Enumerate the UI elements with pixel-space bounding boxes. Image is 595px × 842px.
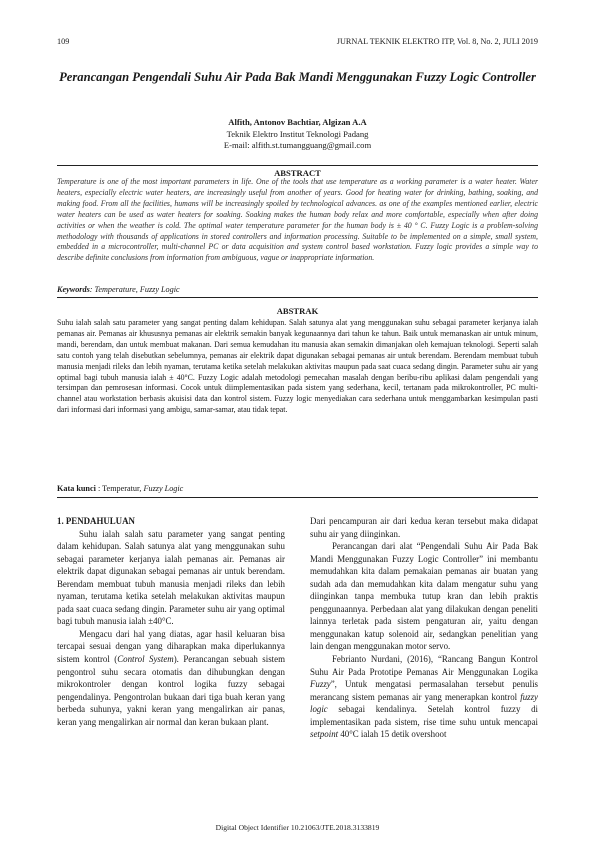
paragraph: Suhu ialah salah satu parameter yang sangat penting dalam kehidupan. Salah satunya alat yang menggunakan suhu sebagai parameter kerjanya ialah pemanas air. Pemanas air elektrik dapat digunakan sebagai pemanas air untuk berendam. Berendam membuat tubuh manusia menjadi rileks dan lebih nyaman, terutama ketika setelah melakukan aktivitas maupun pada saat cuaca sedang dingin. Parameter suhu air yang optimal bagi tubuh manusia ialah ±40°C. bbox=[57, 528, 285, 627]
paragraph-italic: setpoint bbox=[310, 729, 339, 740]
body-column-right bbox=[310, 515, 538, 741]
kata-kunci-line bbox=[57, 484, 183, 493]
paragraph: Dari pencampuran air dari kedua keran tersebut maka didapat suhu air yang diinginkan. bbox=[310, 516, 538, 539]
keywords-line bbox=[57, 285, 180, 294]
kata-kunci-italic: Fuzzy Logic bbox=[143, 484, 184, 493]
paragraph-text: 40°C ialah 15 detik overshoot bbox=[338, 729, 447, 740]
paragraph-text: Febrianto Nurdani, (2016), “Rancang Bangun Kontrol Suhu Air Pada Prototipe Pemanas Air Menggunakan Logika bbox=[310, 654, 538, 677]
paragraph-text: sebagai kendalinya. Setelah kontrol fuzzy di implementasikan pada sistem, rise time suhu untuk mencapai bbox=[310, 704, 538, 727]
journal-name: JURNAL TEKNIK ELEKTRO ITP, Vol. 8, No. 2, JULI 2019 bbox=[336, 37, 538, 46]
divider bbox=[57, 497, 538, 498]
paragraph-text: Mengacu dari hal yang diatas, agar hasil keluaran bisa tercapai sesuai dengan yang diharapkan maka diperlukannya sistem kontrol ( bbox=[57, 628, 285, 665]
abstract-text: Temperature is one of the most important parameters in life. One of the tools that use temperature as a working parameter is a water heater. Water heaters, especially electric water heaters, are increasingly useful from another of years. Good for heating water for drinking, bathing, soaking, and making food. From all the facilities, humans will be increasingly spoiled by technological advances. as one of the examples mentioned earlier, electric water heaters can be used as water heaters for soaking. Soaking makes the human body relax and more comfortable, especially when after doing activities or when the weather is cold. The optimal water temperature parameter for the human body is ± 40 ° C. Fuzzy Logic is a problem-solving methodology with thousands of applications in stored controllers and information processing. Suitable to be implemented on a simple, small system, embedded in a microcontroller, multi-channel PC or data acquisition and system control based workstation. Fuzzy logic provides a simple way to describe definite conclusions from information from ambiguous, vague or inappropriate information. bbox=[57, 177, 538, 263]
paragraph-italic: fuzzy logic bbox=[310, 691, 538, 715]
kata-kunci-label: Kata kunci bbox=[57, 484, 96, 493]
affiliation: Teknik Elektro Institut Teknologi Padang bbox=[226, 129, 369, 139]
keywords-value: : Temperature, Fuzzy Logic bbox=[89, 285, 180, 294]
page-number: 109 bbox=[57, 37, 70, 46]
paragraph-text: ). Perancangan sebuah sistem pengontrol suhu secara otomatis dan dihubungkan dengan mikrokontroler dengan kontrol logika fuzzy sebagai pengendalinya. Pengontrolan bukaan dari tiga buah keran yang berbeda suhunya, yakni keran yang mengalirkan air panas, keran yang mengalirkan air normal dan keran bukaan plant. bbox=[57, 654, 285, 727]
author-email: E-mail: alfith.st.tumangguang@gmail.com bbox=[223, 140, 372, 150]
kata-kunci-value: : Temperatur, bbox=[97, 484, 142, 493]
running-header bbox=[57, 37, 538, 49]
abstrak-text: Suhu ialah salah satu parameter yang sangat penting dalam kehidupan. Salah satunya alat yang menggunakan suhu sebagai parameter kerjanya ialah pemanas air. Pemanas air khususnya pemanas air elektrik semakin banyak kegunaannya dari tahun ke tahun. Baik untuk memanaskan air untuk minum, mandi, berendam, dan untuk membuat makanan. Dari semua kemudahan itu manusia akan semakin dimanjakan oleh kemajuan teknologi. Seperti salah satu contoh yang telah disebutkan sebelumnya, pemanas air elektrik dapat digunakan sebagai pemanas air untuk berendam. Berendam membuat tubuh manusia menjadi rileks dan lebih nyaman, terutama ketika setelah melakukan aktivitas maupun pada saat cuaca sedang dingin. Parameter suhu air yang optimal bagi tubuh manusia ialah ± 40°C. Fuzzy Logic adalah metodologi pemecahan masalah dengan beribu-ribu aplikasi dalam pengendali yang tersimpan dan pemrosesan informasi. Cocok untuk diimplementasikan pada sistem yang sederhana, kecil, tertanam pada mikrokontroller, PC multi-channel atau workstation berbasis akuisisi data dan kontrol sistem. Fuzzy logic menyediakan cara sederhana untuk menggambarkan kesimpulan pasti dari informasi dari informasi yang ambigu, samar-samar, atau tidak tepat. bbox=[57, 318, 538, 415]
paragraph-text: ”, Untuk mengatasi permasalahan tersebut penulis merancang sistem pemanas air yang menerapkan kontrol bbox=[310, 679, 538, 702]
paragraph-italic: Fuzzy bbox=[310, 679, 331, 690]
section-title: 1. PENDAHULUAN bbox=[57, 516, 135, 526]
author-list: Alfith, Antonov Bachtiar, Algizan A.A bbox=[228, 117, 367, 127]
paragraph-italic: Control System bbox=[117, 654, 174, 665]
paragraph bbox=[57, 628, 285, 728]
divider bbox=[57, 297, 538, 298]
paragraph: Perancangan dari alat “Pengendali Suhu Air Pada Bak Mandi Menggunakan Fuzzy Logic Controller” ini membantu memudahkan kita dalam pemakaian pemanas air buatan yang sudah ada dan memudahkan kita dalam mengatur suhu yang diinginkan tanpa membuka tutup kran dan lebih praktis penggunaannya. Perbedaan alat yang dilakukan dengan peneliti lainnya terletak pada sistem pengaturan air, yaitu dengan menggunakan katup solenoid air, sedangkan penelitian yang lain dengan menggunakan motor servo. bbox=[310, 541, 538, 652]
abstrak-heading: ABSTRAK bbox=[276, 306, 319, 316]
paragraph bbox=[310, 653, 538, 741]
doi-footer: Digital Object Identifier 10.21063/JTE.2018.3133819 bbox=[215, 823, 380, 832]
abstract-heading: ABSTRACT bbox=[57, 165, 538, 178]
paper-title: Perancangan Pengendali Suhu Air Pada Bak Mandi Menggunakan Fuzzy Logic Controller bbox=[59, 70, 536, 84]
body-column-left bbox=[57, 515, 285, 728]
keywords-label: Keywords bbox=[57, 285, 90, 294]
